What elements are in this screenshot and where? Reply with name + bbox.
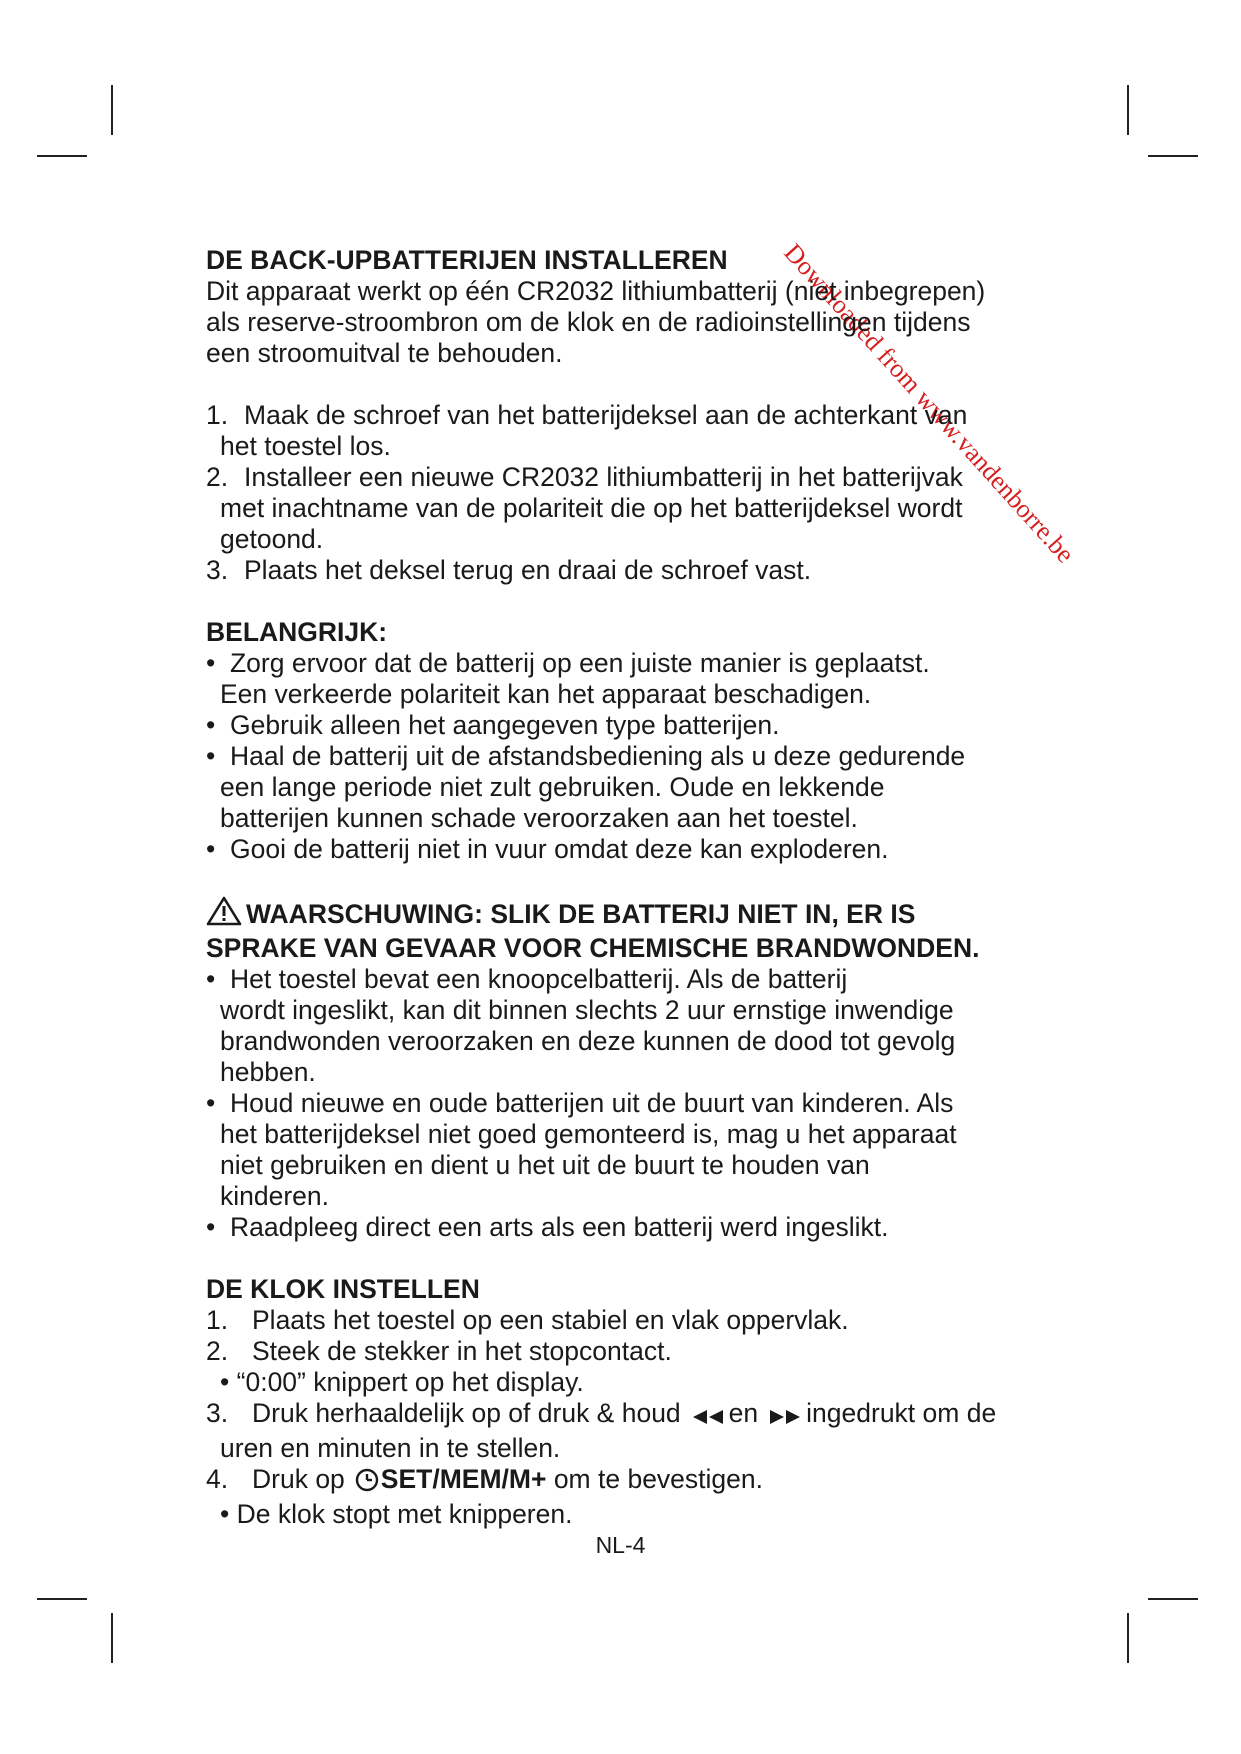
bullet: •: [206, 1088, 216, 1118]
step-text: Steek de stekker in het stopcontact.: [252, 1336, 672, 1366]
list-item: [206, 1464, 1046, 1499]
bullet-text: Gooi de batterij niet in vuur omdat deze kan exploderen.: [230, 834, 889, 864]
warning-title-line1: WAARSCHUWING: SLIK DE BATTERIJ NIET IN, ER IS: [246, 899, 916, 929]
crop-mark-top-right-v: [1127, 85, 1129, 135]
intro-line: als reserve-stroombron om de klok en de radioinstellingen tijdens: [206, 307, 971, 337]
list-item: [206, 648, 1046, 679]
step-subnote: • “0:00” knippert op het display.: [220, 1367, 584, 1397]
crop-mark-top-left-v: [111, 85, 113, 135]
warning-title-line2: SPRAKE VAN GEVAAR VOOR CHEMISCHE BRANDWONDEN.: [206, 933, 980, 963]
section-title-important: BELANGRIJK:: [206, 617, 388, 647]
clock-icon: [355, 1468, 379, 1499]
step-number: 3.: [206, 1398, 229, 1428]
step-text: uren en minuten in te stellen.: [220, 1433, 561, 1463]
bullet: •: [206, 710, 216, 740]
list-item: [206, 1398, 1046, 1433]
list-item: [206, 462, 1046, 493]
section-title-backup-batteries: DE BACK-UPBATTERIJEN INSTALLEREN: [206, 245, 728, 275]
bullet-text: Houd nieuwe en oude batterijen uit de buurt van kinderen. Als: [230, 1088, 954, 1118]
step-number: 3.: [206, 555, 229, 585]
fast-forward-icon: [768, 1402, 802, 1433]
step-text: Druk op: [252, 1464, 345, 1494]
step-number: 4.: [206, 1464, 229, 1494]
list-item: [206, 964, 1046, 995]
step-text: Druk herhaaldelijk op of druk & houd: [252, 1398, 681, 1428]
intro-line: een stroomuitval te behouden.: [206, 338, 563, 368]
set-mem-button-label: SET/MEM/M+: [380, 1464, 547, 1494]
bullet-text: Haal de batterij uit de afstandsbediening als u deze gedurende: [230, 741, 966, 771]
list-item: [206, 1336, 1046, 1367]
page-number: NL-4: [595, 1532, 646, 1558]
list-item: [206, 1088, 1046, 1119]
step-subnote: • De klok stopt met knipperen.: [220, 1499, 573, 1529]
crop-mark-bottom-left-h: [37, 1598, 87, 1600]
list-item: [206, 555, 1046, 586]
list-item: [206, 1305, 1046, 1336]
crop-mark-top-left-h: [37, 155, 87, 157]
list-item: [206, 710, 1046, 741]
step-number: 2.: [206, 1336, 229, 1366]
bullet: •: [206, 1212, 216, 1242]
bullet: •: [206, 741, 216, 771]
download-watermark[interactable]: Downloaded from www.vandenborre.be: [778, 238, 1081, 569]
step-text: met inachtname van de polariteit die op het batterijdeksel wordt: [220, 493, 963, 523]
warning-triangle-icon: [206, 896, 242, 933]
bullet-text: kinderen.: [220, 1181, 330, 1211]
step-number: 2.: [206, 462, 229, 492]
list-item: [206, 400, 1046, 431]
rewind-icon: [691, 1402, 725, 1433]
bullet: •: [206, 964, 216, 994]
crop-mark-top-right-h: [1148, 155, 1198, 157]
bullet-text: hebben.: [220, 1057, 316, 1087]
crop-mark-bottom-left-v: [111, 1613, 113, 1663]
list-item: [206, 741, 1046, 772]
bullet-text: wordt ingeslikt, kan dit binnen slechts 2 uur ernstige inwendige: [220, 995, 954, 1025]
step-text: Plaats het toestel op een stabiel en vlak oppervlak.: [252, 1305, 849, 1335]
bullet-text: Zorg ervoor dat de batterij op een juiste manier is geplaatst.: [230, 648, 930, 678]
page-content: [206, 245, 1046, 1530]
warning-title: [206, 896, 1046, 933]
bullet-text: het batterijdeksel niet goed gemonteerd is, mag u het apparaat: [220, 1119, 957, 1149]
step-text: ingedrukt om de: [806, 1398, 997, 1428]
step-text: Maak de schroef van het batterijdeksel aan de achterkant van: [244, 400, 968, 430]
list-item: [206, 1212, 1046, 1243]
step-text: Plaats het deksel terug en draai de schroef vast.: [244, 555, 812, 585]
bullet-text: Raadpleeg direct een arts als een batterij werd ingeslikt.: [230, 1212, 889, 1242]
bullet-text: niet gebruiken en dient u het uit de buurt te houden van: [220, 1150, 870, 1180]
bullet-text: Gebruik alleen het aangegeven type batterijen.: [230, 710, 780, 740]
bullet: •: [206, 834, 216, 864]
bullet-text: een lange periode niet zult gebruiken. Oude en lekkende: [220, 772, 885, 802]
section-title-set-clock: DE KLOK INSTELLEN: [206, 1274, 480, 1304]
crop-mark-bottom-right-v: [1127, 1613, 1129, 1663]
step-text: Installeer een nieuwe CR2032 lithiumbatterij in het batterijvak: [244, 462, 963, 492]
bullet-text: Een verkeerde polariteit kan het apparaat beschadigen.: [220, 679, 872, 709]
list-item: [206, 834, 1046, 865]
step-text: om te bevestigen.: [553, 1464, 763, 1494]
step-text: getoond.: [220, 524, 324, 554]
step-number: 1.: [206, 400, 229, 430]
crop-mark-bottom-right-h: [1148, 1598, 1198, 1600]
step-text: het toestel los.: [220, 431, 391, 461]
bullet-text: brandwonden veroorzaken en deze kunnen de dood tot gevolg: [220, 1026, 956, 1056]
step-number: 1.: [206, 1305, 229, 1335]
bullet: •: [206, 648, 216, 678]
bullet-text: Het toestel bevat een knoopcelbatterij. Als de batterij: [230, 964, 848, 994]
intro-line: Dit apparaat werkt op één CR2032 lithiumbatterij (niet inbegrepen): [206, 276, 986, 306]
step-text: en: [728, 1398, 759, 1428]
bullet-text: batterijen kunnen schade veroorzaken aan het toestel.: [220, 803, 858, 833]
